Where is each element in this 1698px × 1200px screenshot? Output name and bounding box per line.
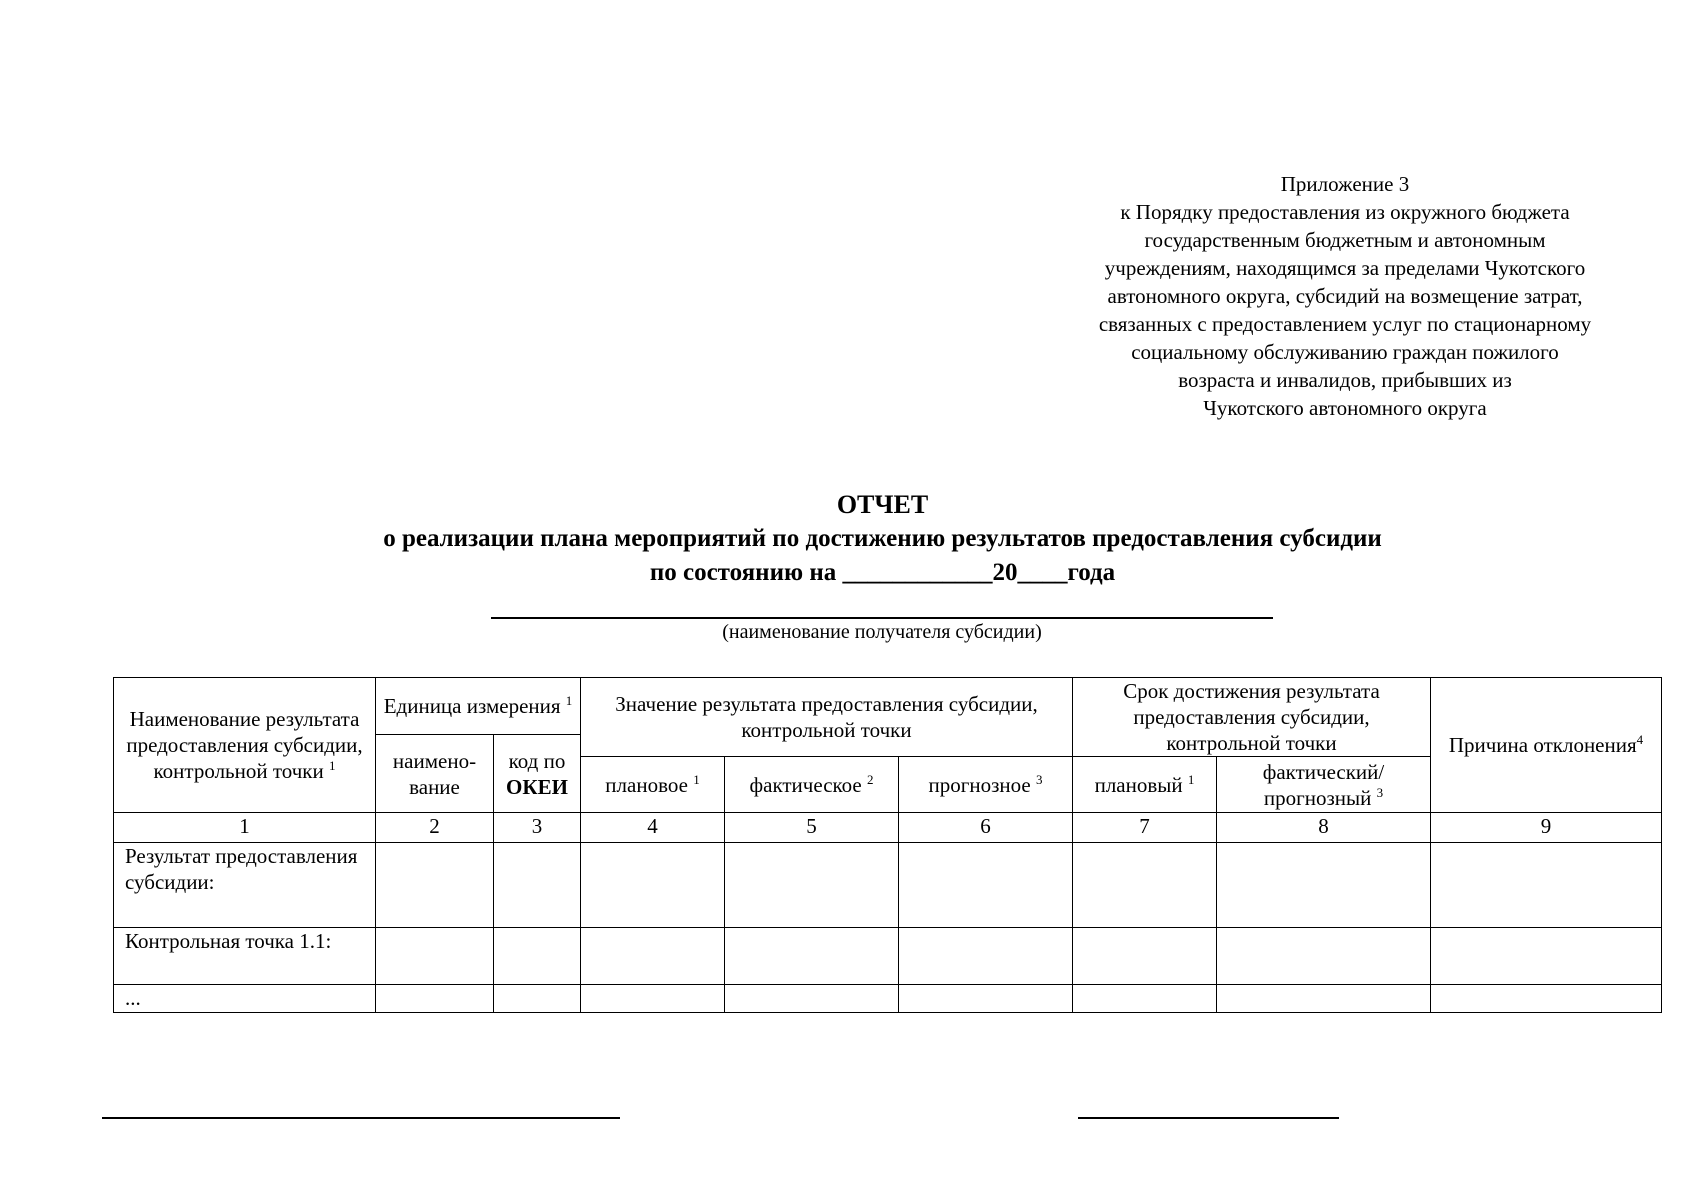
appendix-line: Приложение 3 [1280,172,1410,196]
appendix-line: возраста и инвалидов, прибывших из [1178,368,1512,392]
table-cell[interactable] [899,928,1073,985]
appendix-line: социальному обслуживанию граждан пожилого [1131,340,1559,364]
recipient-name-line [491,617,1273,619]
recipient-caption: (наименование получателя субсидии) [722,621,1042,643]
table-cell[interactable] [1217,985,1431,1013]
column-number: 2 [376,813,494,843]
header-value-planned: плановое $^1$ [581,757,725,813]
report-heading: ОТЧЕТ [836,490,929,519]
table-cell[interactable] [725,985,899,1013]
report-title-block [0,488,1698,590]
table-row [114,928,1662,985]
table-cell[interactable] [1073,985,1217,1013]
table-cell[interactable] [1431,985,1662,1013]
table-cell[interactable] [899,985,1073,1013]
table-cell[interactable] [581,928,725,985]
header-term-group: Срок достижения результата предоставления субсидии, контрольной точки [1073,678,1431,757]
table-cell[interactable] [581,843,725,928]
table-cell[interactable] [376,985,494,1013]
appendix-line: автономного округа, субсидий на возмещение затрат, [1107,284,1583,308]
table-cell[interactable] [1217,843,1431,928]
report-date-line: по состоянию на ____________20____года [649,559,1116,586]
table-cell[interactable] [494,928,581,985]
appendix-line: учреждениям, находящимся за пределами Чукотского [1104,256,1586,280]
appendix-line: Чукотского автономного округа [1203,396,1487,420]
appendix-block [1060,170,1630,422]
header-term-actual: фактический/ прогнозный $^3$ [1217,757,1431,813]
table-cell[interactable] [494,843,581,928]
table-cell[interactable] [376,928,494,985]
table-cell[interactable] [376,843,494,928]
column-number: 9 [1431,813,1662,843]
column-number: 1 [114,813,376,843]
report-table [113,677,1662,1013]
column-number: 3 [494,813,581,843]
table-cell[interactable] [581,985,725,1013]
report-subtitle: о реализации плана мероприятий по достижению результатов предоставления субсидии [383,525,1382,552]
header-value-group: Значение результата предоставления субсидии, контрольной точки [581,678,1073,757]
header-result-name: Наименование результата предоставления субсидии, контрольной точки $^1$ [114,678,376,813]
table-cell[interactable] [1431,928,1662,985]
header-term-planned: плановый $^1$ [1073,757,1217,813]
header-unit-group: Единица измерения $^1$ [376,678,581,735]
header-unit-code: код по ОКЕИ [494,735,581,813]
header-value-forecast: прогнозное $^3$ [899,757,1073,813]
column-number: 7 [1073,813,1217,843]
table-cell[interactable] [1073,843,1217,928]
table-cell[interactable] [725,843,899,928]
appendix-line: к Порядку предоставления из окружного бюджета [1120,200,1570,224]
column-number: 4 [581,813,725,843]
appendix-line: государственным бюджетным и автономным [1144,228,1546,252]
column-number: 8 [1217,813,1431,843]
header-deviation-reason: Причина отклонения$^4$ [1431,678,1662,813]
row-label: Результат предоставления субсидии: [114,843,376,928]
header-value-actual: фактическое $^2$ [725,757,899,813]
column-number: 6 [899,813,1073,843]
table-cell[interactable] [1073,928,1217,985]
table-cell[interactable] [494,985,581,1013]
column-number: 5 [725,813,899,843]
row-label: Контрольная точка 1.1: [114,928,376,985]
table-cell[interactable] [899,843,1073,928]
table-row [114,985,1662,1013]
signature-line-right [1078,1117,1339,1119]
table-cell[interactable] [1431,843,1662,928]
table-row [114,843,1662,928]
header-unit-name: наимено-вание [376,735,494,813]
signature-line-left [102,1117,620,1119]
row-label: ... [114,985,376,1013]
table-cell[interactable] [1217,928,1431,985]
table-cell[interactable] [725,928,899,985]
appendix-line: связанных с предоставлением услуг по стационарному [1098,312,1592,336]
